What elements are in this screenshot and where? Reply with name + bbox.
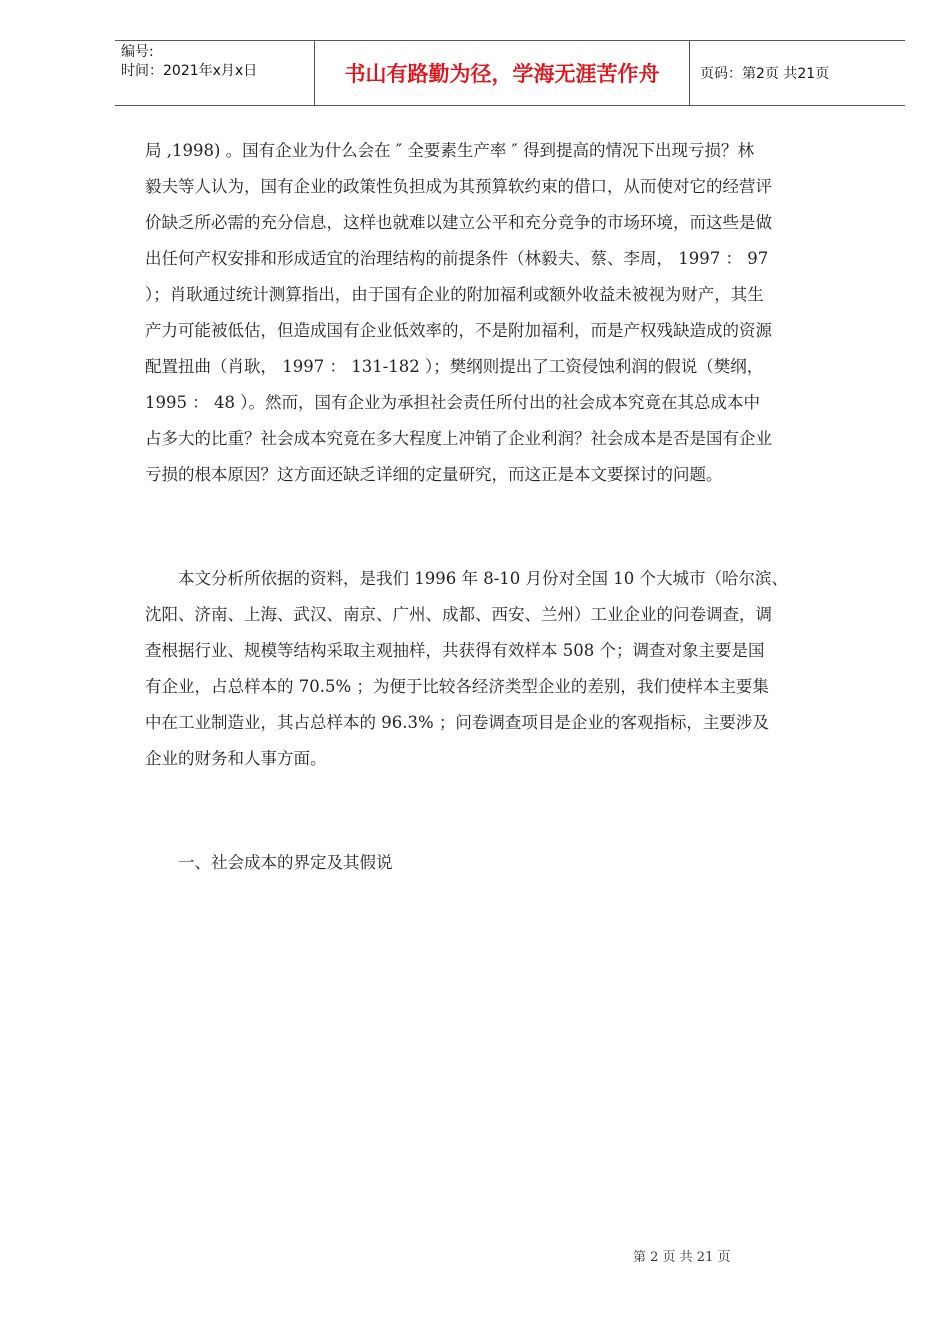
text-line: 沈阳、济南、上海、武汉、南京、广州、成都、西安、兰州）工业企业的问卷调查，调: [145, 605, 772, 624]
paragraph-1: [145, 133, 875, 493]
paragraph-2: [145, 561, 875, 777]
text-line: 有企业，占总样本的 70.5% ；为便于比较各经济类型企业的差别，我们使样本主要集: [145, 677, 769, 696]
page-footer: 第 2 页 共 21 页: [633, 1250, 731, 1265]
text-line: 1995 ： 48 ）。然而，国有企业为承担社会责任所付出的社会成本究竟在其总成本中: [145, 393, 760, 412]
text-line: 局 ,1998) 。国有企业为什么会在 ″ 全要素生产率 ″ 得到提高的情况下出现亏损？林: [145, 141, 754, 160]
text-line: 占多大的比重？社会成本究竟在多大程度上冲销了企业利润？社会成本是否是国有企业: [145, 429, 772, 448]
text-line: 产力可能被低估，但造成国有企业低效率的，不是附加福利，而是产权残缺造成的资源: [145, 321, 772, 340]
text-line: 查根据行业、规模等结构采取主观抽样，共获得有效样本 508 个；调查对象主要是国: [145, 641, 765, 660]
section-heading: 一、社会成本的界定及其假说: [178, 853, 393, 872]
header-meta: [115, 41, 315, 105]
header-page-info: 页码：第2页 共21页: [700, 66, 830, 82]
document-body: [145, 133, 875, 881]
text-line: 本文分析所依据的资料，是我们 1996 年 8-10 月份对全国 10 个大城市（哈尔滨、: [178, 569, 789, 588]
text-line: 企业的财务和人事方面。: [145, 749, 327, 768]
page-header: [115, 40, 905, 106]
text-line: 价缺乏所必需的充分信息，这样也就难以建立公平和充分竞争的市场环境，而这些是做: [145, 213, 772, 232]
header-motto: 书山有路勤为径，学海无涯苦作舟: [315, 41, 690, 105]
number-label: 编号:: [121, 44, 154, 60]
text-line: ）；肖耿通过统计测算指出，由于国有企业的附加福利或额外收益未被视为财产，其生: [145, 285, 764, 304]
text-line: 配置扭曲（肖耿， 1997 ： 131-182 ）；樊纲则提出了工资侵蚀利润的假说（樊纲，: [145, 357, 764, 376]
text-line: 亏损的根本原因？这方面还缺乏详细的定量研究，而这正是本文要探讨的问题。: [145, 465, 723, 484]
text-line: 毅夫等人认为，国有企业的政策性负担成为其预算软约束的借口，从而使对它的经营评: [145, 177, 772, 196]
time-label: 时间：2021年x月x日: [121, 63, 258, 79]
text-line: 中在工业制造业，其占总样本的 96.3% ；问卷调查项目是企业的客观指标，主要涉及: [145, 713, 769, 732]
text-line: 出任何产权安排和形成适宜的治理结构的前提条件（林毅夫、蔡、李周， 1997 ： 97: [145, 249, 769, 268]
